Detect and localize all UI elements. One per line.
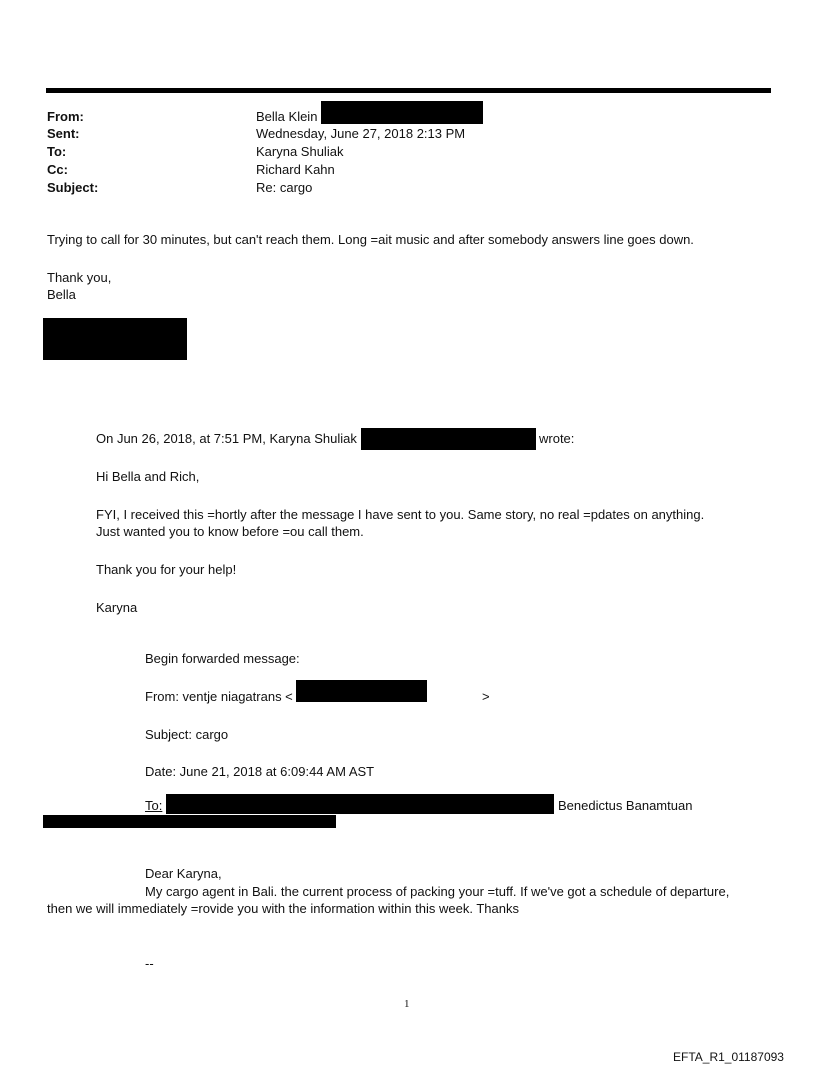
quote-paragraph: FYI, I received this =hortly after the message I have sent to you. Same story, no real =pdates on anything. xyxy=(96,507,705,522)
redaction xyxy=(361,428,536,450)
redaction xyxy=(296,680,427,702)
body-line: Trying to call for 30 minutes, but can't reach them. Long =ait music and after somebody answers line goes down. xyxy=(47,232,694,247)
subject-label: Subject: xyxy=(47,180,99,195)
from-label: From: xyxy=(47,109,84,124)
sent-value: Wednesday, June 27, 2018 2:13 PM xyxy=(256,126,466,141)
to-value: Karyna Shuliak xyxy=(256,144,344,159)
forward-from: From: ventje niagatrans < xyxy=(145,689,293,704)
forward-greeting: Dear Karyna, xyxy=(145,866,222,881)
quote-greeting: Hi Bella and Rich, xyxy=(96,469,200,484)
quote-attribution: On Jun 26, 2018, at 7:51 PM, Karyna Shuliak xyxy=(96,431,357,446)
forward-to: To: xyxy=(145,798,163,813)
redaction xyxy=(43,815,336,828)
quote-signature: Karyna xyxy=(96,600,138,615)
redaction xyxy=(43,318,187,360)
redaction xyxy=(166,794,554,814)
forward-to-name: Benedictus Banamtuan xyxy=(558,798,693,813)
to-label: To: xyxy=(47,144,67,159)
signature-separator: -- xyxy=(145,956,154,971)
quote-paragraph: Just wanted you to know before =ou call them. xyxy=(96,524,364,539)
forward-body: My cargo agent in Bali. the current process of packing your =tuff. If we've got a schedule of departure, xyxy=(145,884,730,899)
forward-from-suffix: > xyxy=(482,689,490,704)
sent-label: Sent: xyxy=(47,126,80,141)
quote-thanks: Thank you for your help! xyxy=(96,562,237,577)
body-signature: Bella xyxy=(47,287,76,302)
forward-subject: Subject: cargo xyxy=(145,727,229,742)
forward-intro: Begin forwarded message: xyxy=(145,651,300,666)
from-value: Bella Klein xyxy=(256,109,318,124)
forward-date: Date: June 21, 2018 at 6:09:44 AM AST xyxy=(145,764,375,779)
redaction xyxy=(321,101,483,124)
subject-value: Re: cargo xyxy=(256,180,313,195)
header-rule xyxy=(46,88,771,93)
cc-label: Cc: xyxy=(47,162,68,177)
quote-attribution-suffix: wrote: xyxy=(539,431,575,446)
forward-body: then we will immediately =rovide you with the information within this week. Thanks xyxy=(47,901,519,916)
body-thanks: Thank you, xyxy=(47,270,112,285)
page-number: 1 xyxy=(404,998,410,1010)
document-id: EFTA_R1_01187093 xyxy=(673,1050,784,1064)
cc-value: Richard Kahn xyxy=(256,162,335,177)
